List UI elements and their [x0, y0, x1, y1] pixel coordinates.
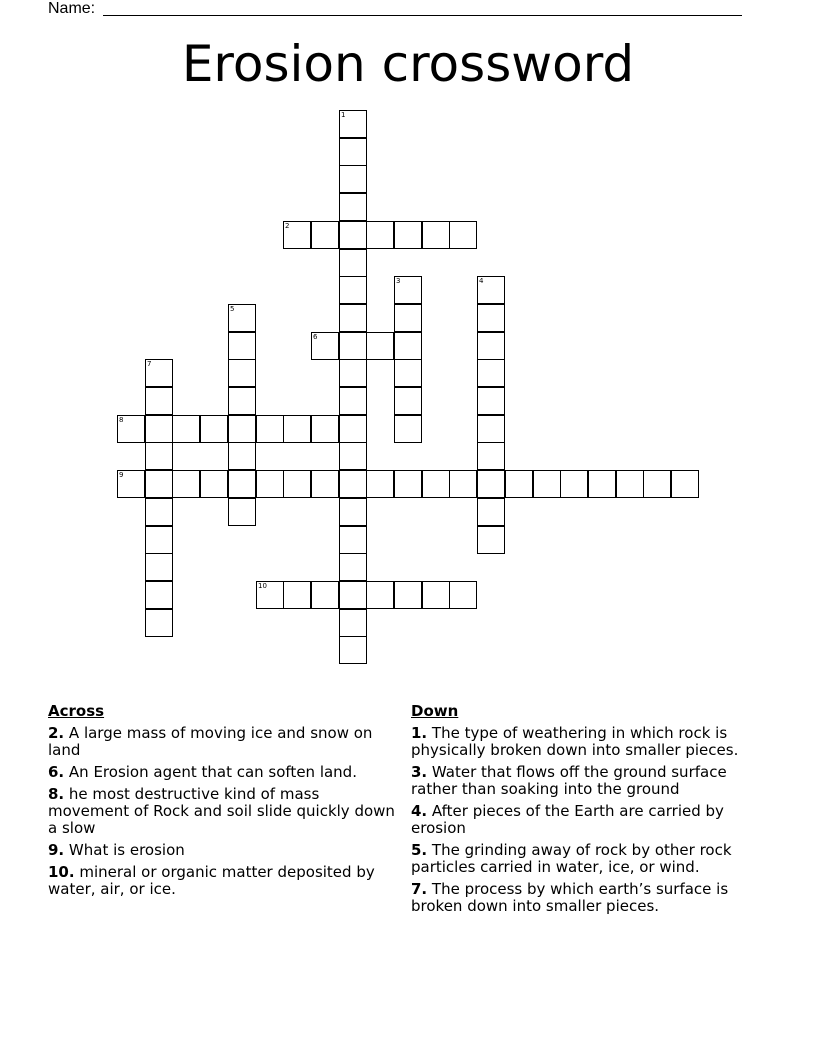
- crossword-cell[interactable]: [339, 581, 367, 609]
- crossword-cell[interactable]: [228, 442, 256, 470]
- clue-number: 5.: [411, 841, 428, 859]
- crossword-cell[interactable]: [339, 415, 367, 443]
- down-clue: [411, 842, 771, 876]
- clue-number: 10.: [48, 863, 75, 881]
- crossword-cell[interactable]: [339, 110, 367, 138]
- clue-text: he most destructive kind of mass movement of Rock and soil slide quickly down a slow: [48, 785, 395, 837]
- crossword-cell[interactable]: [339, 442, 367, 470]
- crossword-cell[interactable]: [394, 221, 422, 249]
- page-title: Erosion crossword: [181, 35, 635, 93]
- crossword-cell[interactable]: [449, 221, 477, 249]
- down-clue: [411, 803, 771, 837]
- crossword-cell[interactable]: [505, 470, 533, 498]
- cell-number: 10: [258, 582, 267, 590]
- crossword-cell[interactable]: [311, 415, 339, 443]
- crossword-cell[interactable]: [283, 581, 311, 609]
- crossword-cell[interactable]: [477, 276, 505, 304]
- crossword-cell[interactable]: [339, 387, 367, 415]
- down-heading: Down: [411, 702, 459, 720]
- crossword-cell[interactable]: [228, 470, 256, 498]
- crossword-cell[interactable]: [256, 470, 284, 498]
- crossword-cell[interactable]: [339, 165, 367, 193]
- crossword-cell[interactable]: [145, 498, 173, 526]
- crossword-cell[interactable]: [422, 221, 450, 249]
- clue-number: 3.: [411, 763, 428, 781]
- crossword-cell[interactable]: [394, 415, 422, 443]
- clue-text: An Erosion agent that can soften land.: [68, 763, 357, 781]
- crossword-cell[interactable]: [394, 581, 422, 609]
- crossword-cell[interactable]: [394, 276, 422, 304]
- crossword-cell[interactable]: [671, 470, 699, 498]
- clue-number: 6.: [48, 763, 65, 781]
- down-clue: [411, 881, 771, 915]
- crossword-cell[interactable]: [449, 581, 477, 609]
- crossword-cell[interactable]: [339, 498, 367, 526]
- crossword-cell[interactable]: [145, 553, 173, 581]
- crossword-cell[interactable]: [339, 553, 367, 581]
- crossword-cell[interactable]: [394, 387, 422, 415]
- crossword-cell[interactable]: [228, 415, 256, 443]
- crossword-cell[interactable]: [477, 415, 505, 443]
- crossword-cell[interactable]: [145, 387, 173, 415]
- name-label: Name:: [48, 0, 96, 17]
- crossword-cell[interactable]: [145, 415, 173, 443]
- across-clue: [48, 725, 403, 759]
- crossword-cell[interactable]: [477, 442, 505, 470]
- crossword-cell[interactable]: [394, 470, 422, 498]
- across-clue: [48, 764, 403, 781]
- clue-text: The type of weathering in which rock is physically broken down into smaller pieces.: [411, 724, 739, 759]
- crossword-cell[interactable]: [339, 609, 367, 637]
- crossword-cell[interactable]: [200, 415, 228, 443]
- crossword-cell[interactable]: [200, 470, 228, 498]
- clue-text: After pieces of the Earth are carried by erosion: [411, 802, 724, 837]
- across-clue: [48, 786, 403, 837]
- crossword-cell[interactable]: [422, 470, 450, 498]
- clue-number: 2.: [48, 724, 65, 742]
- clue-text: What is erosion: [68, 841, 185, 859]
- clue-number: 8.: [48, 785, 65, 803]
- crossword-cell[interactable]: [477, 359, 505, 387]
- crossword-cell[interactable]: [311, 581, 339, 609]
- cell-number: 5: [230, 305, 235, 313]
- crossword-cell[interactable]: [339, 193, 367, 221]
- crossword-cell[interactable]: [311, 332, 339, 360]
- crossword-cell[interactable]: [449, 470, 477, 498]
- crossword-cell[interactable]: [117, 415, 145, 443]
- crossword-cell[interactable]: [283, 415, 311, 443]
- down-clues: [411, 703, 771, 920]
- crossword-cell[interactable]: [366, 221, 394, 249]
- clue-number: 1.: [411, 724, 428, 742]
- crossword-cell[interactable]: [339, 249, 367, 277]
- clue-text: The grinding away of rock by other rock particles carried in water, ice, or wind.: [411, 841, 732, 876]
- crossword-cell[interactable]: [477, 387, 505, 415]
- crossword-cell[interactable]: [339, 359, 367, 387]
- crossword-cell[interactable]: [339, 138, 367, 166]
- crossword-cell[interactable]: [366, 581, 394, 609]
- crossword-cell[interactable]: [394, 332, 422, 360]
- cell-number: 7: [147, 360, 152, 368]
- crossword-cell[interactable]: [172, 415, 200, 443]
- across-clue: [48, 842, 403, 859]
- crossword-cell[interactable]: [394, 359, 422, 387]
- crossword-cell[interactable]: [256, 415, 284, 443]
- crossword-cell[interactable]: [145, 442, 173, 470]
- clue-number: 4.: [411, 802, 428, 820]
- crossword-cell[interactable]: [339, 332, 367, 360]
- crossword-cell[interactable]: [256, 581, 284, 609]
- crossword-cell[interactable]: [560, 470, 588, 498]
- clue-number: 7.: [411, 880, 428, 898]
- crossword-cell[interactable]: [145, 581, 173, 609]
- crossword-cell[interactable]: [228, 332, 256, 360]
- clue-text: Water that flows off the ground surface rather than soaking into the ground: [411, 763, 727, 798]
- cell-number: 3: [396, 277, 401, 285]
- crossword-cell[interactable]: [145, 470, 173, 498]
- crossword-cell[interactable]: [228, 498, 256, 526]
- clue-number: 9.: [48, 841, 65, 859]
- crossword-cell[interactable]: [311, 221, 339, 249]
- cell-number: 6: [313, 333, 318, 341]
- crossword-cell[interactable]: [616, 470, 644, 498]
- down-clue: [411, 764, 771, 798]
- crossword-cell[interactable]: [588, 470, 616, 498]
- crossword-cell[interactable]: [145, 526, 173, 554]
- crossword-cell[interactable]: [477, 332, 505, 360]
- across-clues: [48, 703, 403, 903]
- crossword-cell[interactable]: [643, 470, 671, 498]
- crossword-cell[interactable]: [477, 470, 505, 498]
- crossword-cell[interactable]: [339, 470, 367, 498]
- cell-number: 1: [341, 111, 346, 119]
- crossword-cell[interactable]: [366, 332, 394, 360]
- down-clue: [411, 725, 771, 759]
- crossword-cell[interactable]: [366, 470, 394, 498]
- crossword-cell[interactable]: [394, 304, 422, 332]
- crossword-cell[interactable]: [283, 221, 311, 249]
- crossword-cell[interactable]: [477, 498, 505, 526]
- crossword-cell[interactable]: [145, 359, 173, 387]
- cell-number: 2: [285, 222, 290, 230]
- across-heading: Across: [48, 702, 105, 720]
- clue-text: The process by which earth’s surface is broken down into smaller pieces.: [411, 880, 729, 915]
- crossword-cell[interactable]: [533, 470, 561, 498]
- crossword-cell[interactable]: [477, 526, 505, 554]
- crossword-cell[interactable]: [339, 304, 367, 332]
- crossword-cell[interactable]: [339, 526, 367, 554]
- crossword-cell[interactable]: [422, 581, 450, 609]
- crossword-cell[interactable]: [228, 387, 256, 415]
- cell-number: 9: [119, 471, 124, 479]
- crossword-cell[interactable]: [117, 470, 145, 498]
- crossword-cell[interactable]: [228, 304, 256, 332]
- cell-number: 8: [119, 416, 124, 424]
- crossword-cell[interactable]: [339, 636, 367, 664]
- crossword-cell[interactable]: [283, 470, 311, 498]
- crossword-cell[interactable]: [339, 276, 367, 304]
- crossword-cell[interactable]: [145, 609, 173, 637]
- crossword-cell[interactable]: [228, 359, 256, 387]
- crossword-cell[interactable]: [339, 221, 367, 249]
- clue-text: mineral or organic matter deposited by water, air, or ice.: [48, 863, 375, 898]
- crossword-cell[interactable]: [172, 470, 200, 498]
- crossword-cell[interactable]: [311, 470, 339, 498]
- clue-text: A large mass of moving ice and snow on land: [48, 724, 373, 759]
- cell-number: 4: [479, 277, 484, 285]
- crossword-cell[interactable]: [477, 304, 505, 332]
- across-clue: [48, 864, 403, 898]
